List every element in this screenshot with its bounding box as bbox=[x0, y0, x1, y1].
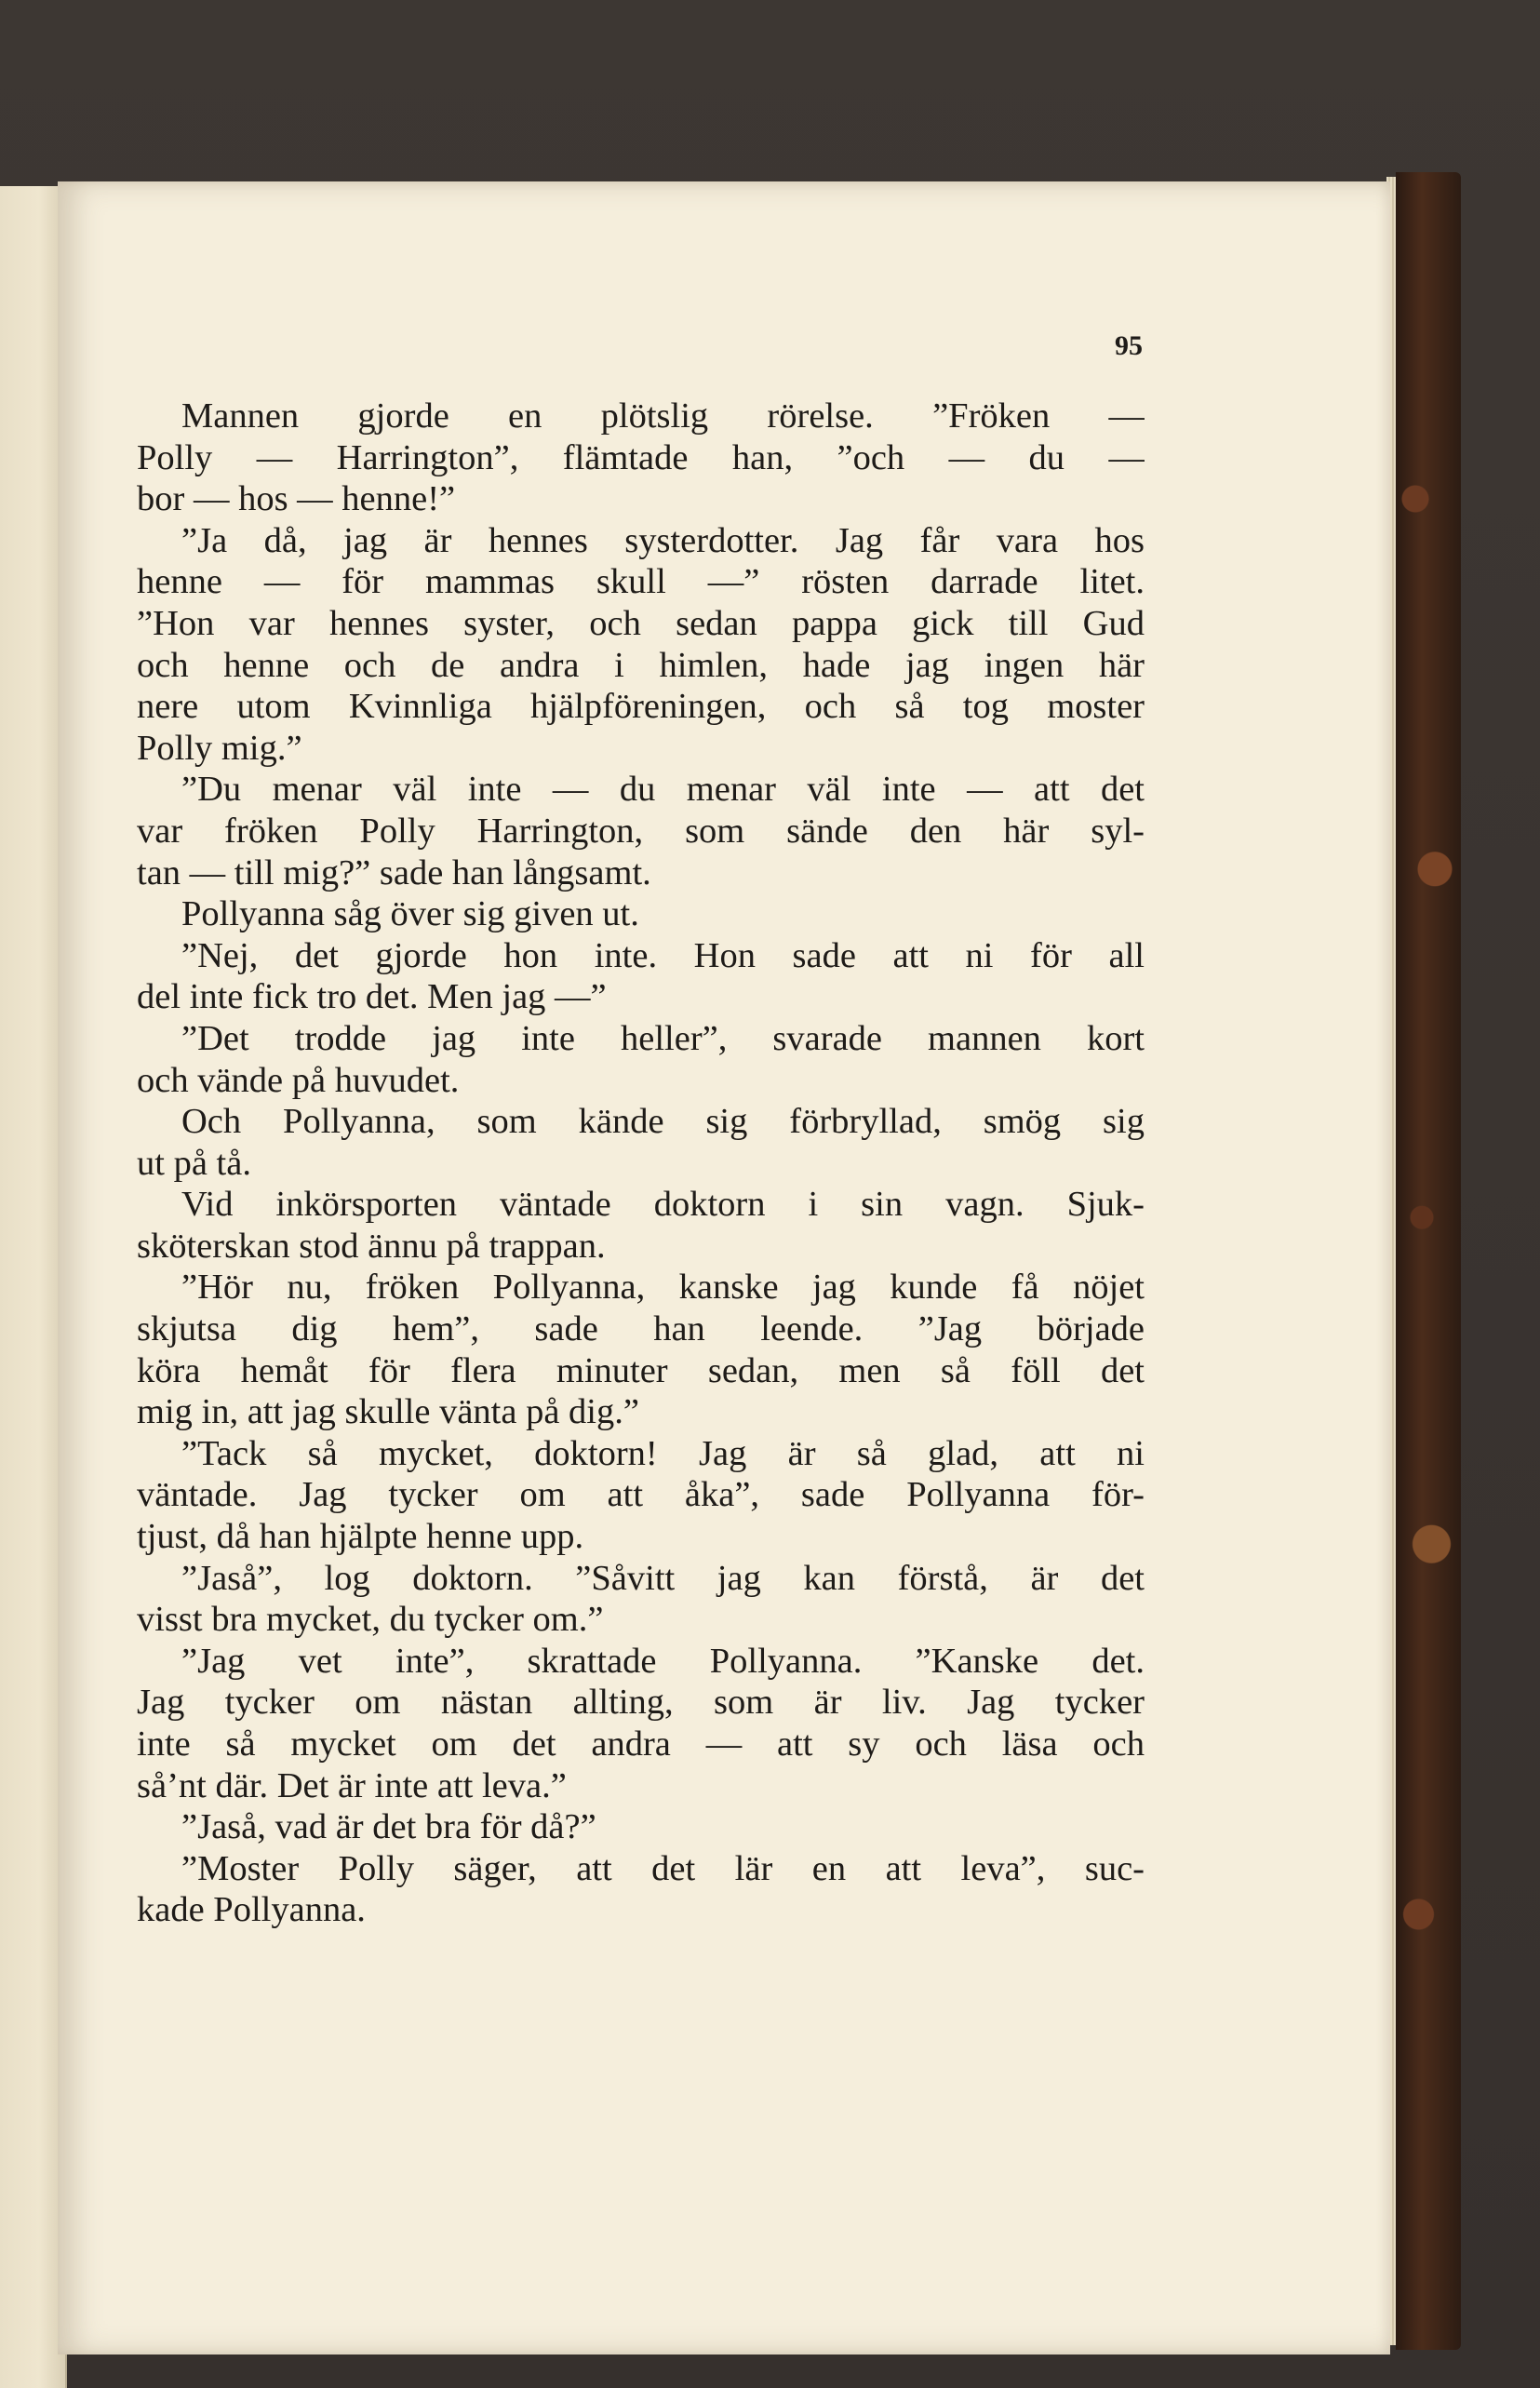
text-line: ”Det trodde jag inte heller”, svarade mannen kort bbox=[181, 1018, 1145, 1058]
text-line: visst bra mycket, du tycker om.” bbox=[137, 1600, 604, 1640]
text-line: ut på tå. bbox=[137, 1143, 251, 1183]
page-number: 95 bbox=[1115, 330, 1143, 361]
book-cover bbox=[1396, 172, 1461, 2350]
text-line: del inte fick tro det. Men jag —” bbox=[137, 977, 607, 1017]
text-line: tan — till mig?” sade han långsamt. bbox=[137, 852, 651, 892]
text-line: ”Tack så mycket, doktorn! Jag är så glad, att ni bbox=[181, 1433, 1145, 1473]
text-line: ”Du menar väl inte — du menar väl inte — att det bbox=[181, 770, 1145, 810]
text-line: Jag tycker om nästan allting, som är liv. Jag tycker bbox=[137, 1683, 1145, 1723]
text-line: Vid inkörsporten väntade doktorn i sin vagn. Sjuk- bbox=[181, 1185, 1145, 1225]
text-line: skjutsa dig hem”, sade han leende. ”Jag började bbox=[137, 1309, 1145, 1349]
text-line: nere utom Kvinnliga hjälpföreningen, och så tog moster bbox=[137, 687, 1145, 727]
text-line: Och Pollyanna, som kände sig förbryllad, smög sig bbox=[181, 1102, 1145, 1142]
page-body-text bbox=[137, 396, 1145, 1931]
text-line: och henne och de andra i himlen, hade jag ingen här bbox=[137, 645, 1145, 685]
text-line: sköterskan stod ännu på trappan. bbox=[137, 1226, 606, 1266]
text-line: kade Pollyanna. bbox=[137, 1890, 366, 1930]
text-line: inte så mycket om det andra — att sy och läsa och bbox=[137, 1724, 1145, 1764]
text-line: ”Hon var hennes syster, och sedan pappa gick till Gud bbox=[137, 603, 1145, 643]
text-line: Polly — Harrington”, flämtade han, ”och — du — bbox=[137, 437, 1145, 477]
text-line: henne — för mammas skull —” rösten darrade litet. bbox=[137, 562, 1145, 602]
text-line: köra hemåt för flera minuter sedan, men så föll det bbox=[137, 1350, 1145, 1390]
text-line: mig in, att jag skulle vänta på dig.” bbox=[137, 1392, 639, 1432]
text-line: så’nt där. Det är inte att leva.” bbox=[137, 1765, 567, 1805]
text-line: Polly mig.” bbox=[137, 728, 302, 768]
text-line: ”Jaså”, log doktorn. ”Såvitt jag kan förstå, är det bbox=[181, 1558, 1145, 1598]
text-line: väntade. Jag tycker om att åka”, sade Pollyanna för- bbox=[137, 1475, 1145, 1515]
text-line: Pollyanna såg över sig given ut. bbox=[181, 894, 639, 934]
text-line: ”Moster Polly säger, att det lär en att leva”, suc- bbox=[181, 1848, 1145, 1888]
text-line: ”Ja då, jag är hennes systerdotter. Jag får vara hos bbox=[181, 520, 1145, 560]
text-line: Mannen gjorde en plötslig rörelse. ”Fröken — bbox=[181, 396, 1145, 436]
text-line: ”Jag vet inte”, skrattade Pollyanna. ”Kanske det. bbox=[181, 1641, 1145, 1681]
text-line: tjust, då han hjälpte henne upp. bbox=[137, 1517, 584, 1557]
text-line: ”Jaså, vad är det bra för då?” bbox=[181, 1807, 596, 1847]
text-line: ”Hör nu, fröken Pollyanna, kanske jag kunde få nöjet bbox=[181, 1268, 1145, 1308]
text-line: ”Nej, det gjorde hon inte. Hon sade att ni för all bbox=[181, 935, 1145, 975]
text-line: och vände på huvudet. bbox=[137, 1060, 460, 1100]
text-line: bor — hos — henne!” bbox=[137, 479, 456, 519]
text-line: var fröken Polly Harrington, som sände den här syl- bbox=[137, 811, 1145, 851]
